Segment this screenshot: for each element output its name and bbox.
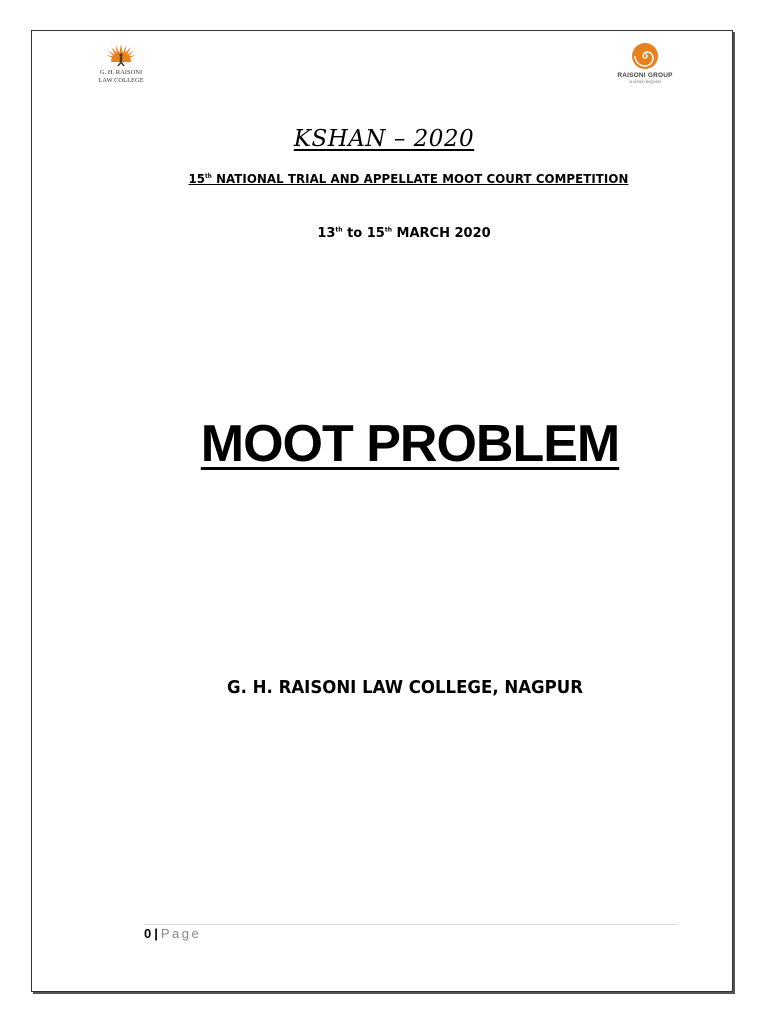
competition-name: NATIONAL TRIAL AND APPELLATE MOOT COURT COMPETITION <box>211 171 629 186</box>
college-logo <box>86 42 156 84</box>
group-logo-tagline: a vision beyond <box>629 79 661 84</box>
main-heading: MOOT PROBLEM <box>200 415 620 473</box>
college-name: G. H. RAISONI LAW COLLEGE, NAGPUR <box>227 677 583 698</box>
event-dates <box>0 226 768 241</box>
date-to-ordinal: th <box>384 226 392 234</box>
date-to-word: to <box>342 226 367 241</box>
college-logo-line1: G. H. RAISONI <box>99 69 143 76</box>
page-number: 0 <box>144 926 152 941</box>
spiral-emblem-icon <box>631 42 659 70</box>
page-footer <box>144 926 201 941</box>
date-month-year: MARCH 2020 <box>392 226 491 241</box>
page-separator: | <box>154 926 158 941</box>
date-from: 13 <box>317 226 336 241</box>
edition-number: 15 <box>188 171 206 186</box>
footer-divider <box>144 924 678 925</box>
group-logo-brand: RAISONI GROUP <box>617 72 673 79</box>
competition-subtitle <box>23 171 768 186</box>
main-heading-wrap <box>0 414 768 474</box>
date-to: 15 <box>366 226 385 241</box>
date-from-ordinal: th <box>335 226 343 234</box>
group-logo <box>607 42 683 84</box>
event-title: KSHAN – 2020 <box>293 126 475 152</box>
page-label: Page <box>160 926 202 941</box>
sunburst-emblem-icon <box>105 42 137 68</box>
college-logo-line2: LAW COLLEGE <box>98 77 144 84</box>
edition-ordinal: th <box>205 172 212 180</box>
